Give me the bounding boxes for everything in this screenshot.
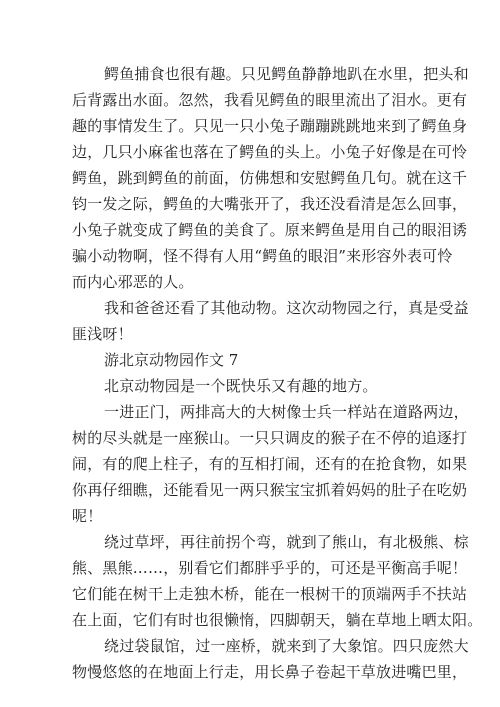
- text-line: 呢！: [72, 507, 103, 525]
- text-line: 鳄鱼捕食也很有趣。只见鳄鱼静静地趴在水里，把头和: [104, 65, 469, 83]
- text-line: 在上面，它们有时也很懒惰，四脚朝天，躺在草地上晒太阳。: [72, 611, 483, 629]
- text-line: 你再仔细瞧，还能看见一两只猴宝宝抓着妈妈的肚子在吃奶: [72, 481, 468, 499]
- text-line: 一进正门，两排高大的大树像士兵一样站在道路两边，: [104, 403, 469, 421]
- text-line: 而内心邪恶的人。: [72, 273, 194, 291]
- text-line: 它们能在树干上走独木桥，能在一根树干的顶端两手不扶站: [72, 585, 468, 603]
- text-line: 边，几只小麻雀也落在了鳄鱼的头上。小兔子好像是在可怜: [72, 143, 468, 161]
- text-line: 匪浅呀！: [72, 325, 133, 343]
- text-line: 北京动物园是一个既快乐又有趣的地方。: [104, 377, 378, 395]
- text-line: 熊、黑熊……，别看它们都胖乎乎的，可还是平衡高手呢！: [72, 559, 468, 577]
- text-line: 趣的事情发生了。只见一只小兔子蹦蹦跳跳地来到了鳄鱼身: [72, 117, 468, 135]
- text-line: 钧一发之际，鳄鱼的大嘴张开了，我还没看清是怎么回事，: [72, 195, 468, 213]
- text-line: 绕过草坪，再往前拐个弯，就到了熊山，有北极熊、棕: [104, 533, 469, 551]
- text-line: 树的尽头就是一座猴山。一只只调皮的猴子在不停的追逐打: [72, 429, 468, 447]
- text-line: 后背露出水面。忽然，我看见鳄鱼的眼里流出了泪水。更有: [72, 91, 468, 109]
- section-title: 游北京动物园作文 7: [104, 351, 239, 369]
- text-line: 骗小动物啊，怪不得有人用“鳄鱼的眼泪”来形容外表可怜: [72, 247, 453, 265]
- text-line: 闹，有的爬上柱子，有的互相打闹，还有的在抢食物，如果: [72, 455, 468, 473]
- text-line: 我和爸爸还看了其他动物。这次动物园之行，真是受益: [104, 299, 469, 317]
- text-line: 物慢悠悠的在地面上行走，用长鼻子卷起干草放进嘴巴里，: [72, 663, 468, 681]
- text-line: 小兔子就变成了鳄鱼的美食了。原来鳄鱼是用自己的眼泪诱: [72, 221, 468, 239]
- text-line: 鳄鱼，跳到鳄鱼的前面，仿佛想和安慰鳄鱼几句。就在这千: [72, 169, 468, 187]
- text-line: 绕过袋鼠馆，过一座桥，就来到了大象馆。四只庞然大: [104, 637, 469, 655]
